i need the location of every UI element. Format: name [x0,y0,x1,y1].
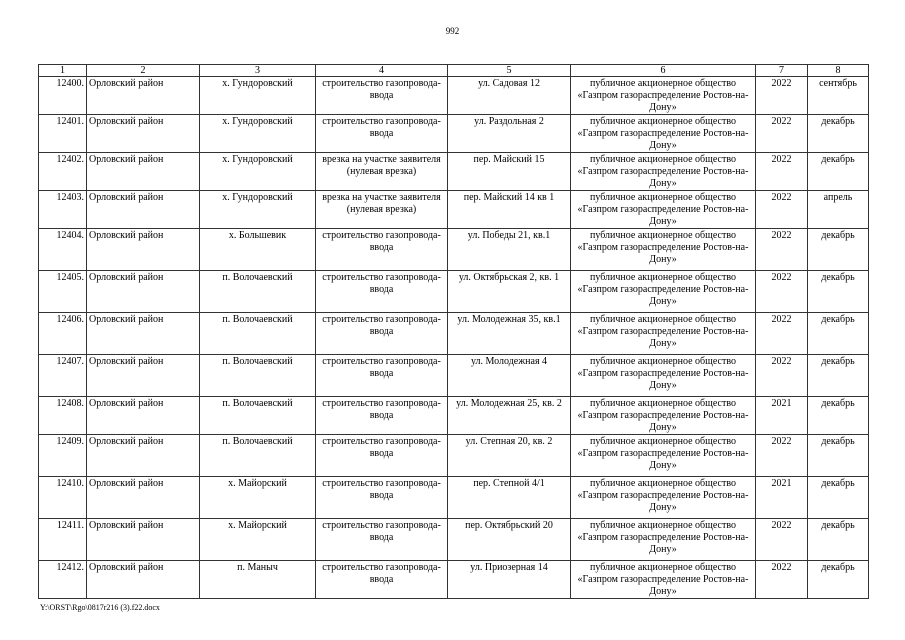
organization-cell: публичное акционерное общество «Газпром газораспределение Ростов-на-Дону» [571,191,756,229]
month-cell: декабрь [808,271,869,313]
organization-cell: публичное акционерное общество «Газпром газораспределение Ростов-на-Дону» [571,271,756,313]
work-type-cell: строительство газопровода-ввода [316,271,448,313]
settlement-cell: п. Волочаевский [200,435,316,477]
row-number: 12412. [39,561,87,599]
district-cell: Орловский район [87,271,200,313]
month-cell: декабрь [808,561,869,599]
gas-connection-table [38,64,869,599]
year-cell: 2022 [756,115,808,153]
year-cell: 2022 [756,355,808,397]
month-cell: декабрь [808,477,869,519]
table-row [39,229,869,271]
district-cell: Орловский район [87,153,200,191]
table-row [39,519,869,561]
district-cell: Орловский район [87,561,200,599]
address-cell: пер. Майский 14 кв 1 [448,191,571,229]
organization-cell: публичное акционерное общество «Газпром газораспределение Ростов-на-Дону» [571,519,756,561]
district-cell: Орловский район [87,519,200,561]
organization-cell: публичное акционерное общество «Газпром газораспределение Ростов-на-Дону» [571,397,756,435]
column-number-6: 6 [571,65,756,77]
row-number: 12406. [39,313,87,355]
table-row [39,355,869,397]
address-cell: пер. Майский 15 [448,153,571,191]
row-number: 12401. [39,115,87,153]
year-cell: 2022 [756,519,808,561]
work-type-cell: врезка на участке заявителя (нулевая врезка) [316,191,448,229]
column-number-1: 1 [39,65,87,77]
month-cell: декабрь [808,355,869,397]
year-cell: 2022 [756,561,808,599]
district-cell: Орловский район [87,397,200,435]
column-number-7: 7 [756,65,808,77]
organization-cell: публичное акционерное общество «Газпром газораспределение Ростов-на-Дону» [571,77,756,115]
settlement-cell: х. Гундоровский [200,115,316,153]
address-cell: ул. Молодежная 35, кв.1 [448,313,571,355]
row-number: 12409. [39,435,87,477]
address-cell: ул. Раздольная 2 [448,115,571,153]
work-type-cell: строительство газопровода-ввода [316,477,448,519]
file-path-footer: Y:\ORST\Rgo\0817r216 (3).f22.docx [40,603,160,612]
table-row [39,115,869,153]
month-cell: декабрь [808,435,869,477]
work-type-cell: строительство газопровода-ввода [316,77,448,115]
table-row [39,435,869,477]
year-cell: 2022 [756,229,808,271]
settlement-cell: х. Гундоровский [200,191,316,229]
column-number-8: 8 [808,65,869,77]
page-number: 992 [445,26,460,36]
work-type-cell: строительство газопровода-ввода [316,313,448,355]
month-cell: декабрь [808,153,869,191]
work-type-cell: строительство газопровода-ввода [316,229,448,271]
column-number-2: 2 [87,65,200,77]
address-cell: пер. Октябрьский 20 [448,519,571,561]
row-number: 12400. [39,77,87,115]
work-type-cell: строительство газопровода-ввода [316,561,448,599]
month-cell: декабрь [808,397,869,435]
address-cell: ул. Садовая 12 [448,77,571,115]
address-cell: ул. Победы 21, кв.1 [448,229,571,271]
organization-cell: публичное акционерное общество «Газпром газораспределение Ростов-на-Дону» [571,115,756,153]
district-cell: Орловский район [87,191,200,229]
district-cell: Орловский район [87,477,200,519]
table-row [39,477,869,519]
address-cell: ул. Молодежная 4 [448,355,571,397]
district-cell: Орловский район [87,229,200,271]
table-row [39,153,869,191]
month-cell: декабрь [808,115,869,153]
row-number: 12403. [39,191,87,229]
table-row [39,191,869,229]
organization-cell: публичное акционерное общество «Газпром газораспределение Ростов-на-Дону» [571,153,756,191]
row-number: 12407. [39,355,87,397]
row-number: 12408. [39,397,87,435]
address-cell: ул. Степная 20, кв. 2 [448,435,571,477]
organization-cell: публичное акционерное общество «Газпром газораспределение Ростов-на-Дону» [571,435,756,477]
year-cell: 2022 [756,191,808,229]
address-cell: пер. Степной 4/1 [448,477,571,519]
year-cell: 2021 [756,477,808,519]
year-cell: 2022 [756,435,808,477]
settlement-cell: п. Маныч [200,561,316,599]
organization-cell: публичное акционерное общество «Газпром газораспределение Ростов-на-Дону» [571,477,756,519]
table-row [39,271,869,313]
table-row [39,561,869,599]
address-cell: ул. Приозерная 14 [448,561,571,599]
settlement-cell: п. Волочаевский [200,397,316,435]
month-cell: декабрь [808,313,869,355]
month-cell: сентябрь [808,77,869,115]
table-row [39,397,869,435]
row-number: 12404. [39,229,87,271]
year-cell: 2022 [756,77,808,115]
address-cell: ул. Молодежная 25, кв. 2 [448,397,571,435]
table-row [39,77,869,115]
work-type-cell: врезка на участке заявителя (нулевая врезка) [316,153,448,191]
work-type-cell: строительство газопровода-ввода [316,519,448,561]
month-cell: апрель [808,191,869,229]
settlement-cell: х. Майорский [200,519,316,561]
row-number: 12405. [39,271,87,313]
district-cell: Орловский район [87,313,200,355]
column-number-3: 3 [200,65,316,77]
work-type-cell: строительство газопровода-ввода [316,435,448,477]
district-cell: Орловский район [87,435,200,477]
work-type-cell: строительство газопровода-ввода [316,115,448,153]
row-number: 12402. [39,153,87,191]
settlement-cell: х. Гундоровский [200,153,316,191]
row-number: 12411. [39,519,87,561]
month-cell: декабрь [808,519,869,561]
year-cell: 2021 [756,397,808,435]
district-cell: Орловский район [87,355,200,397]
column-number-4: 4 [316,65,448,77]
settlement-cell: х. Майорский [200,477,316,519]
settlement-cell: п. Волочаевский [200,271,316,313]
organization-cell: публичное акционерное общество «Газпром газораспределение Ростов-на-Дону» [571,313,756,355]
column-number-5: 5 [448,65,571,77]
month-cell: декабрь [808,229,869,271]
address-cell: ул. Октябрьская 2, кв. 1 [448,271,571,313]
settlement-cell: п. Волочаевский [200,313,316,355]
column-number-row [39,65,869,77]
work-type-cell: строительство газопровода-ввода [316,397,448,435]
row-number: 12410. [39,477,87,519]
settlement-cell: п. Волочаевский [200,355,316,397]
organization-cell: публичное акционерное общество «Газпром газораспределение Ростов-на-Дону» [571,229,756,271]
year-cell: 2022 [756,271,808,313]
organization-cell: публичное акционерное общество «Газпром газораспределение Ростов-на-Дону» [571,561,756,599]
table-row [39,313,869,355]
year-cell: 2022 [756,153,808,191]
organization-cell: публичное акционерное общество «Газпром газораспределение Ростов-на-Дону» [571,355,756,397]
district-cell: Орловский район [87,77,200,115]
settlement-cell: х. Гундоровский [200,77,316,115]
year-cell: 2022 [756,313,808,355]
work-type-cell: строительство газопровода-ввода [316,355,448,397]
district-cell: Орловский район [87,115,200,153]
settlement-cell: х. Большевик [200,229,316,271]
